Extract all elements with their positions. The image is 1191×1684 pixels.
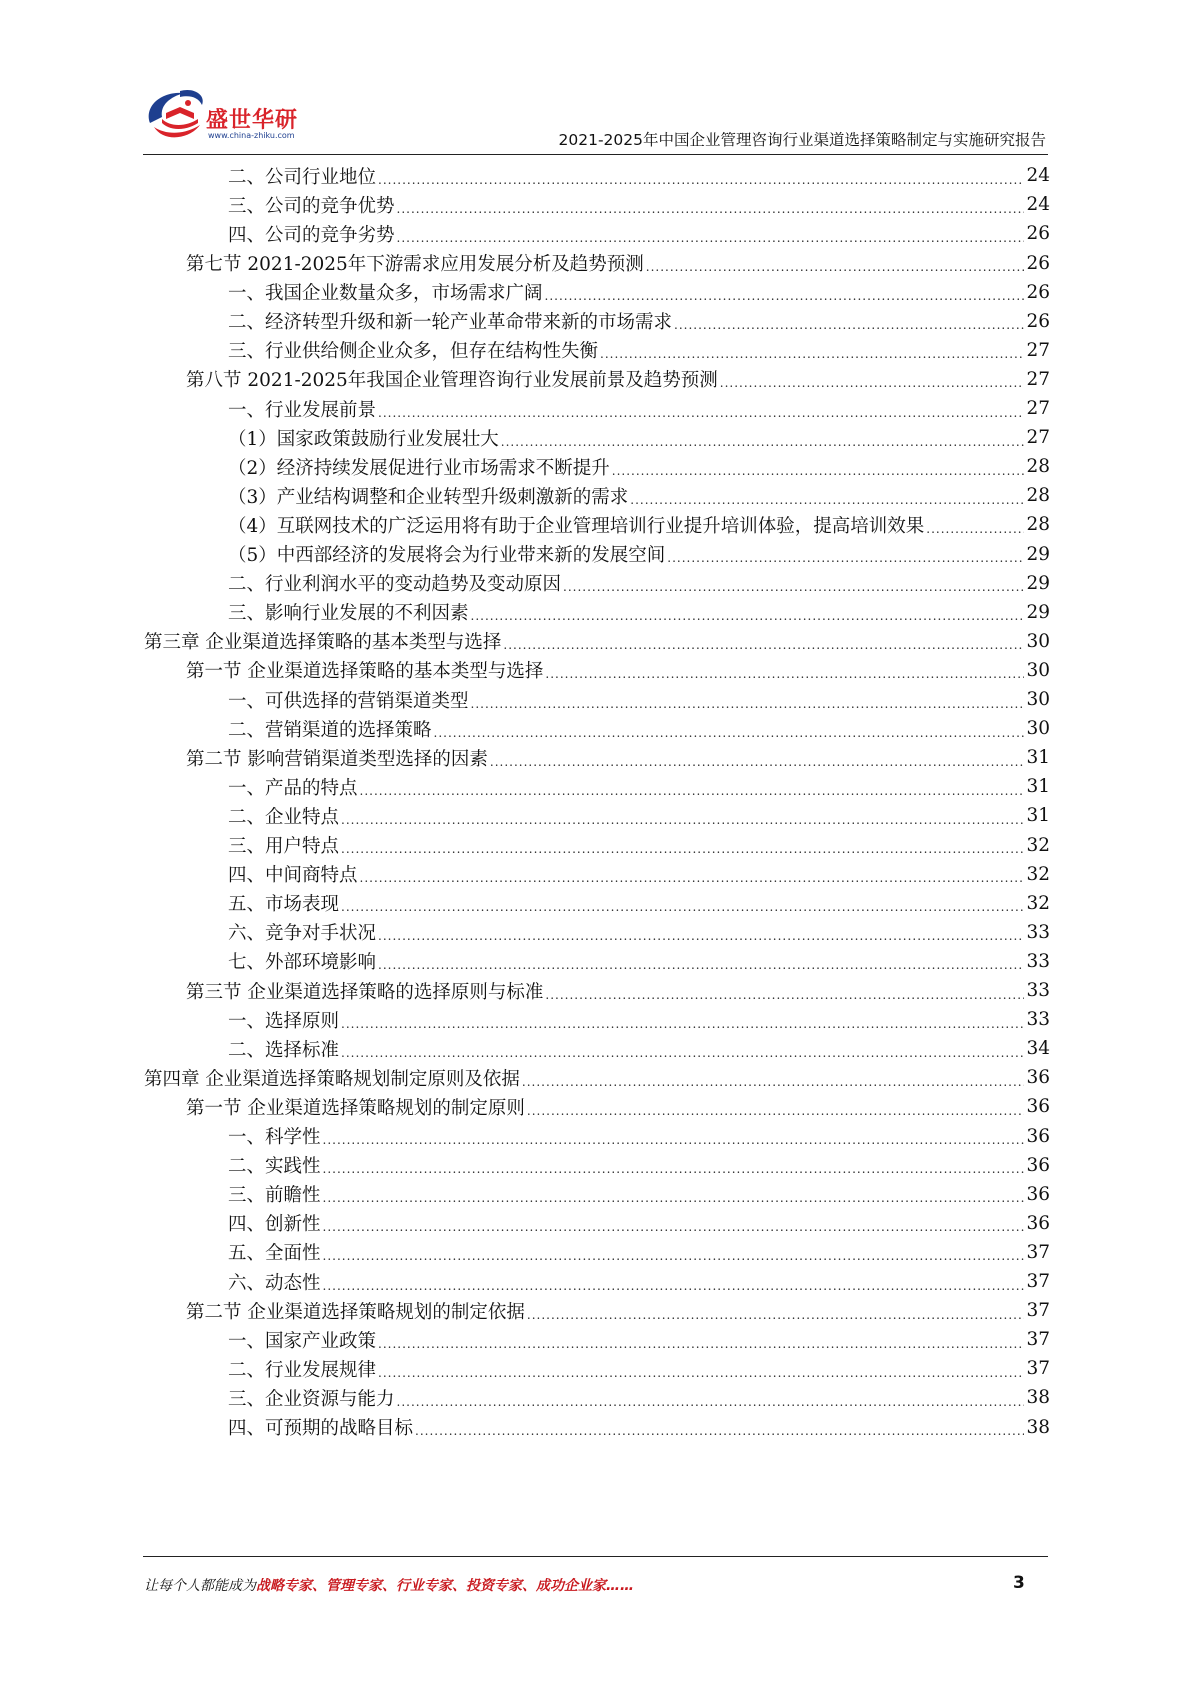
- toc-entry-page: 33: [1026, 1009, 1050, 1031]
- toc-entry-page: 38: [1026, 1416, 1050, 1438]
- toc-entry[interactable]: [0, 451, 1050, 483]
- toc-entry-page: 32: [1026, 892, 1050, 914]
- toc-entry-page: 34: [1026, 1038, 1050, 1060]
- toc-leader-dots: [545, 290, 1025, 302]
- toc-entry-page: 30: [1026, 630, 1050, 652]
- toc-entry[interactable]: [0, 480, 1050, 512]
- slogan-prefix: 让每个人都能成为: [144, 1578, 256, 1594]
- toc-entry[interactable]: [0, 306, 1050, 338]
- toc-entry[interactable]: [0, 160, 1050, 192]
- toc-leader-dots: [563, 581, 1024, 593]
- toc-leader-dots: [378, 959, 1024, 971]
- toc-entry-title: 四、创新性: [228, 1214, 321, 1236]
- toc-entry-title: 第八节 2021-2025年我国企业管理咨询行业发展前景及趋势预测: [186, 370, 718, 392]
- toc-entry-title: （5）中西部经济的发展将会为行业带来新的发展空间: [228, 545, 666, 567]
- toc-entry[interactable]: [0, 1091, 1050, 1123]
- toc-entry[interactable]: [0, 597, 1050, 629]
- toc-entry-page: 27: [1026, 398, 1050, 420]
- toc-entry-page: 30: [1026, 718, 1050, 740]
- company-logo: [140, 85, 310, 145]
- toc-entry[interactable]: [0, 393, 1050, 425]
- toc-entry[interactable]: [0, 1353, 1050, 1385]
- toc-entry-title: 四、可预期的战略目标: [228, 1418, 414, 1440]
- toc-entry-title: 二、经济转型升级和新一轮产业革命带来新的市场需求: [228, 312, 673, 334]
- toc-entry-title: 一、国家产业政策: [228, 1330, 377, 1352]
- header-divider: [143, 154, 1048, 155]
- toc-entry[interactable]: [0, 422, 1050, 454]
- toc-leader-dots: [503, 639, 1024, 651]
- toc-entry[interactable]: [0, 509, 1050, 541]
- toc-entry[interactable]: [0, 858, 1050, 890]
- toc-leader-dots: [323, 1221, 1025, 1233]
- toc-leader-dots: [490, 756, 1025, 768]
- toc-entry-title: （4）互联网技术的广泛运用将有助于企业管理培训行业提升培训体验，提高培训效果: [228, 515, 925, 537]
- toc-leader-dots: [397, 232, 1025, 244]
- toc-entry[interactable]: [0, 946, 1050, 978]
- toc-entry[interactable]: [0, 218, 1050, 250]
- toc-entry-page: 27: [1026, 427, 1050, 449]
- toc-entry[interactable]: [0, 1266, 1050, 1298]
- toc-entry-title: 六、动态性: [228, 1272, 321, 1294]
- toc-leader-dots: [527, 1105, 1025, 1117]
- toc-entry-page: 37: [1026, 1329, 1050, 1351]
- toc-leader-dots: [397, 203, 1025, 215]
- toc-leader-dots: [323, 1134, 1025, 1146]
- toc-entry-title: 三、用户特点: [228, 836, 340, 858]
- toc-entry-page: 29: [1026, 601, 1050, 623]
- toc-entry[interactable]: [0, 742, 1050, 774]
- toc-entry-title: 一、选择原则: [228, 1010, 340, 1032]
- toc-leader-dots: [323, 1250, 1025, 1262]
- toc-entry-title: 第三节 企业渠道选择策略的选择原则与标准: [186, 981, 544, 1003]
- toc-entry-page: 27: [1026, 368, 1050, 390]
- toc-entry-page: 26: [1026, 310, 1050, 332]
- toc-leader-dots: [522, 1076, 1025, 1088]
- toc-entry-title: （2）经济持续发展促进行业市场需求不断提升: [228, 457, 610, 479]
- toc-entry[interactable]: [0, 888, 1050, 920]
- toc-entry-page: 31: [1026, 747, 1050, 769]
- toc-entry[interactable]: [0, 1295, 1050, 1327]
- footer-slogan: [144, 1575, 634, 1595]
- toc-entry-page: 26: [1026, 281, 1050, 303]
- toc-entry[interactable]: [0, 1324, 1050, 1356]
- footer-divider: [143, 1556, 1048, 1557]
- toc-entry-title: 二、行业利润水平的变动趋势及变动原因: [228, 574, 562, 596]
- toc-entry-page: 27: [1026, 339, 1050, 361]
- toc-entry-title: 一、科学性: [228, 1127, 321, 1149]
- toc-entry-page: 36: [1026, 1096, 1050, 1118]
- toc-leader-dots: [341, 901, 1024, 913]
- toc-entry-page: 30: [1026, 689, 1050, 711]
- toc-leader-dots: [674, 319, 1024, 331]
- toc-entry-title: 第七节 2021-2025年下游需求应用发展分析及趋势预测: [186, 254, 644, 276]
- toc-entry-title: 二、营销渠道的选择策略: [228, 719, 432, 741]
- toc-leader-dots: [341, 1047, 1024, 1059]
- toc-entry[interactable]: [0, 1120, 1050, 1152]
- toc-entry-page: 24: [1026, 165, 1050, 187]
- toc-leader-dots: [646, 261, 1025, 273]
- toc-leader-dots: [323, 1163, 1025, 1175]
- page-number: 3: [1013, 1573, 1025, 1593]
- toc-entry-title: 二、公司行业地位: [228, 166, 377, 188]
- toc-entry[interactable]: [0, 1237, 1050, 1269]
- toc-entry-title: 二、选择标准: [228, 1039, 340, 1061]
- toc-entry[interactable]: [0, 1208, 1050, 1240]
- toc-entry-page: 38: [1026, 1387, 1050, 1409]
- toc-entry-page: 31: [1026, 805, 1050, 827]
- toc-entry[interactable]: [0, 829, 1050, 861]
- page-header: [0, 0, 1191, 160]
- toc-entry[interactable]: [0, 335, 1050, 367]
- toc-entry-page: 29: [1026, 572, 1050, 594]
- toc-leader-dots: [501, 436, 1025, 448]
- toc-entry-page: 28: [1026, 456, 1050, 478]
- toc-entry-title: 四、中间商特点: [228, 865, 358, 887]
- toc-entry[interactable]: [0, 800, 1050, 832]
- toc-entry-page: 33: [1026, 980, 1050, 1002]
- toc-leader-dots: [341, 814, 1024, 826]
- toc-entry-title: 第二节 影响营销渠道类型选择的因素: [186, 748, 488, 770]
- toc-entry[interactable]: [0, 538, 1050, 570]
- toc-entry-page: 28: [1026, 485, 1050, 507]
- logo-url: www.china-zhiku.com: [208, 131, 295, 140]
- toc-entry-title: 七、外部环境影响: [228, 952, 377, 974]
- toc-entry-page: 29: [1026, 543, 1050, 565]
- toc-entry[interactable]: [0, 1033, 1050, 1065]
- toc-entry-title: 一、产品的特点: [228, 777, 358, 799]
- toc-leader-dots: [341, 843, 1024, 855]
- toc-entry[interactable]: [0, 1179, 1050, 1211]
- toc-entry-page: 33: [1026, 950, 1050, 972]
- toc-entry-title: 六、竞争对手状况: [228, 923, 377, 945]
- toc-entry-title: 第四章 企业渠道选择策略规划制定原则及依据: [144, 1068, 520, 1090]
- toc-leader-dots: [378, 930, 1024, 942]
- logo-name: 盛世华研: [206, 108, 299, 133]
- toc-entry-title: 五、市场表现: [228, 894, 340, 916]
- toc-entry[interactable]: [0, 247, 1050, 279]
- toc-leader-dots: [545, 989, 1024, 1001]
- toc-leader-dots: [471, 610, 1025, 622]
- toc-entry-page: 37: [1026, 1241, 1050, 1263]
- toc-entry-page: 32: [1026, 834, 1050, 856]
- toc-entry[interactable]: [0, 189, 1050, 221]
- toc-entry[interactable]: [0, 1382, 1050, 1414]
- toc-leader-dots: [323, 1280, 1025, 1292]
- toc-leader-dots: [360, 785, 1025, 797]
- toc-entry-title: 第三章 企业渠道选择策略的基本类型与选择: [144, 632, 502, 654]
- toc-leader-dots: [323, 1192, 1025, 1204]
- toc-leader-dots: [415, 1425, 1024, 1437]
- toc-leader-dots: [378, 1338, 1024, 1350]
- toc-leader-dots: [341, 1018, 1024, 1030]
- toc-leader-dots: [612, 465, 1025, 477]
- toc-entry-title: 二、行业发展规律: [228, 1359, 377, 1381]
- toc-entry-title: 第二节 企业渠道选择策略规划的制定依据: [186, 1301, 525, 1323]
- toc-leader-dots: [720, 377, 1025, 389]
- logo-emblem-icon: [140, 85, 212, 143]
- toc-entry-page: 28: [1026, 514, 1050, 536]
- toc-leader-dots: [545, 668, 1024, 680]
- toc-entry[interactable]: [0, 626, 1050, 658]
- toc-entry-page: 32: [1026, 863, 1050, 885]
- toc-entry-page: 37: [1026, 1300, 1050, 1322]
- toc-entry-page: 26: [1026, 223, 1050, 245]
- toc-leader-dots: [397, 1396, 1025, 1408]
- toc-entry-title: 四、公司的竞争劣势: [228, 224, 395, 246]
- toc-entry-title: 三、行业供给侧企业众多，但存在结构性失衡: [228, 341, 599, 363]
- toc-entry-title: 第一节 企业渠道选择策略规划的制定原则: [186, 1097, 525, 1119]
- toc-entry-title: 二、企业特点: [228, 806, 340, 828]
- toc-entry-page: 36: [1026, 1154, 1050, 1176]
- toc-leader-dots: [471, 698, 1025, 710]
- toc-entry[interactable]: [0, 276, 1050, 308]
- toc-entry[interactable]: [0, 567, 1050, 599]
- toc-entry-page: 24: [1026, 194, 1050, 216]
- toc-leader-dots: [527, 1309, 1025, 1321]
- toc-entry-title: 第一节 企业渠道选择策略的基本类型与选择: [186, 661, 544, 683]
- toc-entry[interactable]: [0, 1004, 1050, 1036]
- toc-entry-title: 二、实践性: [228, 1156, 321, 1178]
- toc-entry-page: 36: [1026, 1183, 1050, 1205]
- toc-leader-dots: [600, 348, 1024, 360]
- toc-leader-dots: [926, 523, 1024, 535]
- toc-entry-title: 一、我国企业数量众多，市场需求广阔: [228, 283, 543, 305]
- toc-entry-page: 31: [1026, 776, 1050, 798]
- toc-entry-page: 36: [1026, 1125, 1050, 1147]
- toc-leader-dots: [667, 552, 1024, 564]
- toc-entry-title: 三、前瞻性: [228, 1185, 321, 1207]
- toc-entry-page: 30: [1026, 659, 1050, 681]
- toc-entry[interactable]: [0, 771, 1050, 803]
- toc-entry-page: 26: [1026, 252, 1050, 274]
- toc-leader-dots: [378, 174, 1024, 186]
- toc-leader-dots: [630, 494, 1024, 506]
- document-title: 2021-2025年中国企业管理咨询行业渠道选择策略制定与实施研究报告: [558, 131, 1046, 149]
- toc-leader-dots: [434, 727, 1025, 739]
- toc-entry[interactable]: [0, 655, 1050, 687]
- toc-entry[interactable]: [0, 917, 1050, 949]
- toc-entry-title: 一、可供选择的营销渠道类型: [228, 690, 469, 712]
- toc-leader-dots: [378, 407, 1024, 419]
- toc-entry-page: 33: [1026, 921, 1050, 943]
- toc-entry-title: 五、全面性: [228, 1243, 321, 1265]
- toc-leader-dots: [360, 872, 1025, 884]
- toc-entry-title: 三、企业资源与能力: [228, 1388, 395, 1410]
- toc-entry[interactable]: [0, 684, 1050, 716]
- toc-entry-page: 37: [1026, 1271, 1050, 1293]
- toc-entry-title: 三、公司的竞争优势: [228, 195, 395, 217]
- toc-entry[interactable]: [0, 1411, 1050, 1443]
- toc-entry-title: （3）产业结构调整和企业转型升级刺激新的需求: [228, 486, 629, 508]
- toc-entry-page: 36: [1026, 1212, 1050, 1234]
- toc-leader-dots: [378, 1367, 1024, 1379]
- toc-entry[interactable]: [0, 1149, 1050, 1181]
- toc-entry-page: 37: [1026, 1358, 1050, 1380]
- toc-entry[interactable]: [0, 1062, 1050, 1094]
- slogan-highlight: 战略专家、管理专家、行业专家、投资专家、成功企业家……: [256, 1578, 634, 1594]
- toc-entry[interactable]: [0, 713, 1050, 745]
- toc-entry-title: 三、影响行业发展的不利因素: [228, 603, 469, 625]
- toc-entry[interactable]: [0, 975, 1050, 1007]
- toc-entry-page: 36: [1026, 1067, 1050, 1089]
- toc-entry-title: （1）国家政策鼓励行业发展壮大: [228, 428, 499, 450]
- toc-entry-title: 一、行业发展前景: [228, 399, 377, 421]
- toc-entry[interactable]: [0, 364, 1050, 396]
